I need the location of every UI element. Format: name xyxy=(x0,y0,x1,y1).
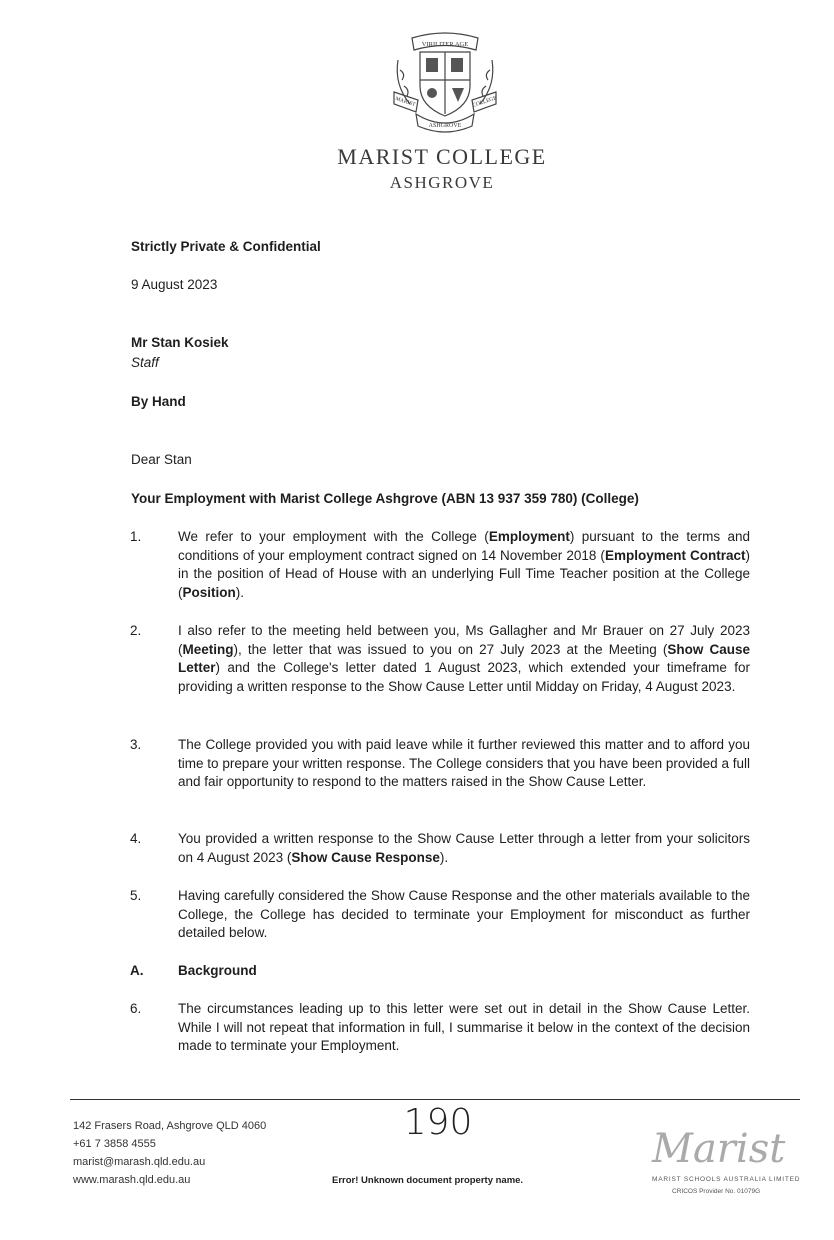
paragraph-text: Having carefully considered the Show Cause Response and the other materials available to the College, the College has decided to terminate your Employment for misconduct as further detailed below. xyxy=(178,888,750,940)
paragraph-number: 2. xyxy=(130,623,142,638)
defined-term: Position xyxy=(182,584,236,600)
handwritten-page-number: 190 xyxy=(403,1102,473,1143)
paragraph-text: ), the letter that was issued to you on 27 July 2023 at the Meeting ( xyxy=(233,641,668,657)
paragraph-text: ). xyxy=(235,584,244,600)
college-crest xyxy=(390,30,500,136)
defined-term: Show Cause Letter xyxy=(178,641,750,675)
footer-email: marist@marash.qld.edu.au xyxy=(73,1156,206,1168)
footer-website: www.marash.qld.edu.au xyxy=(73,1174,191,1186)
paragraph-body xyxy=(178,830,750,867)
footer-address: 142 Frasers Road, Ashgrove QLD 4060 xyxy=(73,1120,267,1132)
paragraph-2 xyxy=(130,622,820,696)
paragraph-text: The College provided you with paid leave while it further reviewed this matter and to afford you time to prepare your written response. The College considers that you have been provided a full and fair opportunity to respond to the matters raised in the Show Cause Letter. xyxy=(178,737,750,789)
crest-ribbon-right: COLLEGE xyxy=(471,95,498,109)
defined-term: Employment xyxy=(488,529,570,544)
paragraph-text: ) in the position of Head of House with an underlying Full Time Teacher position at the College ( xyxy=(178,547,750,600)
defined-term: Employment Contract xyxy=(604,547,746,563)
paragraph-body xyxy=(178,622,750,696)
footer-error-text: Error! Unknown document property name. xyxy=(332,1175,524,1186)
footer-contact xyxy=(73,1117,266,1189)
paragraph-body xyxy=(178,528,750,602)
paragraph-text: We refer to your employment with the College ( xyxy=(178,529,489,544)
crest-ribbon-left: MARIST xyxy=(394,95,417,109)
paragraph-number: 3. xyxy=(130,737,142,752)
paragraph-text: I also refer to the meeting held between you, Ms Gallagher and Mr Brauer on 27 July 2023 ( xyxy=(178,623,750,657)
footer-divider xyxy=(70,1099,800,1100)
letter-date: 9 August 2023 xyxy=(131,277,218,292)
paragraph-4 xyxy=(130,830,820,867)
paragraph-text: ). xyxy=(439,849,449,865)
section-heading xyxy=(130,962,820,981)
section-title: Background xyxy=(178,963,257,978)
paragraph-6 xyxy=(130,1000,820,1056)
paragraph-number: 6. xyxy=(130,1001,142,1016)
college-name: MARIST COLLEGE xyxy=(337,144,547,169)
paragraph-number: 4. xyxy=(130,831,142,846)
delivery-method: By Hand xyxy=(131,394,186,409)
marist-logo-script: Marist xyxy=(652,1126,786,1172)
paragraph-5 xyxy=(130,887,820,943)
paragraph-text: You provided a written response to the Show Cause Letter through a letter from your solicitors on 4 August 2023 ( xyxy=(178,831,750,865)
marist-logo xyxy=(646,1112,796,1180)
marist-logo-line1: MARIST SCHOOLS AUSTRALIA LIMITED xyxy=(652,1176,801,1183)
paragraph-text: ) pursuant to the terms and conditions of your employment contract signed on 14 November 2018 ( xyxy=(178,529,750,563)
crest-ribbon-bottom: ASHGROVE xyxy=(428,123,462,129)
crest-motto: VIRILITER AGE xyxy=(421,41,469,48)
paragraph-1 xyxy=(130,528,820,602)
recipient-name: Mr Stan Kosiek xyxy=(131,335,229,350)
college-location: ASHGROVE xyxy=(389,173,495,192)
defined-term: Meeting xyxy=(182,641,234,657)
paragraph-body xyxy=(178,887,750,943)
salutation: Dear Stan xyxy=(131,452,192,467)
recipient-role: Staff xyxy=(131,355,159,370)
footer-phone: +61 7 3858 4555 xyxy=(73,1138,156,1150)
defined-term: Show Cause Response xyxy=(291,849,440,865)
subject-line: Your Employment with Marist College Ashgrove (ABN 13 937 359 780) (College) xyxy=(131,491,639,506)
paragraph-number: 5. xyxy=(130,888,142,903)
paragraph-number: 1. xyxy=(130,529,142,544)
paragraph-text: ) and the College's letter dated 1 August 2023, which extended your timeframe for providing a written response to the Show Cause Letter until Midday on Friday, 4 August 2023. xyxy=(178,660,750,694)
marist-logo-line2: CRICOS Provider No. 01079G xyxy=(672,1188,761,1195)
paragraph-3 xyxy=(130,736,820,792)
paragraph-text: The circumstances leading up to this letter were set out in detail in the Show Cause Letter. While I will not repeat that information in full, I summarise it below in the context of the decision made to terminate your Employment. xyxy=(178,1001,750,1053)
confidential-label: Strictly Private & Confidential xyxy=(131,239,321,254)
section-letter: A. xyxy=(130,963,144,978)
paragraph-body xyxy=(178,1000,750,1056)
paragraph-body xyxy=(178,736,750,792)
